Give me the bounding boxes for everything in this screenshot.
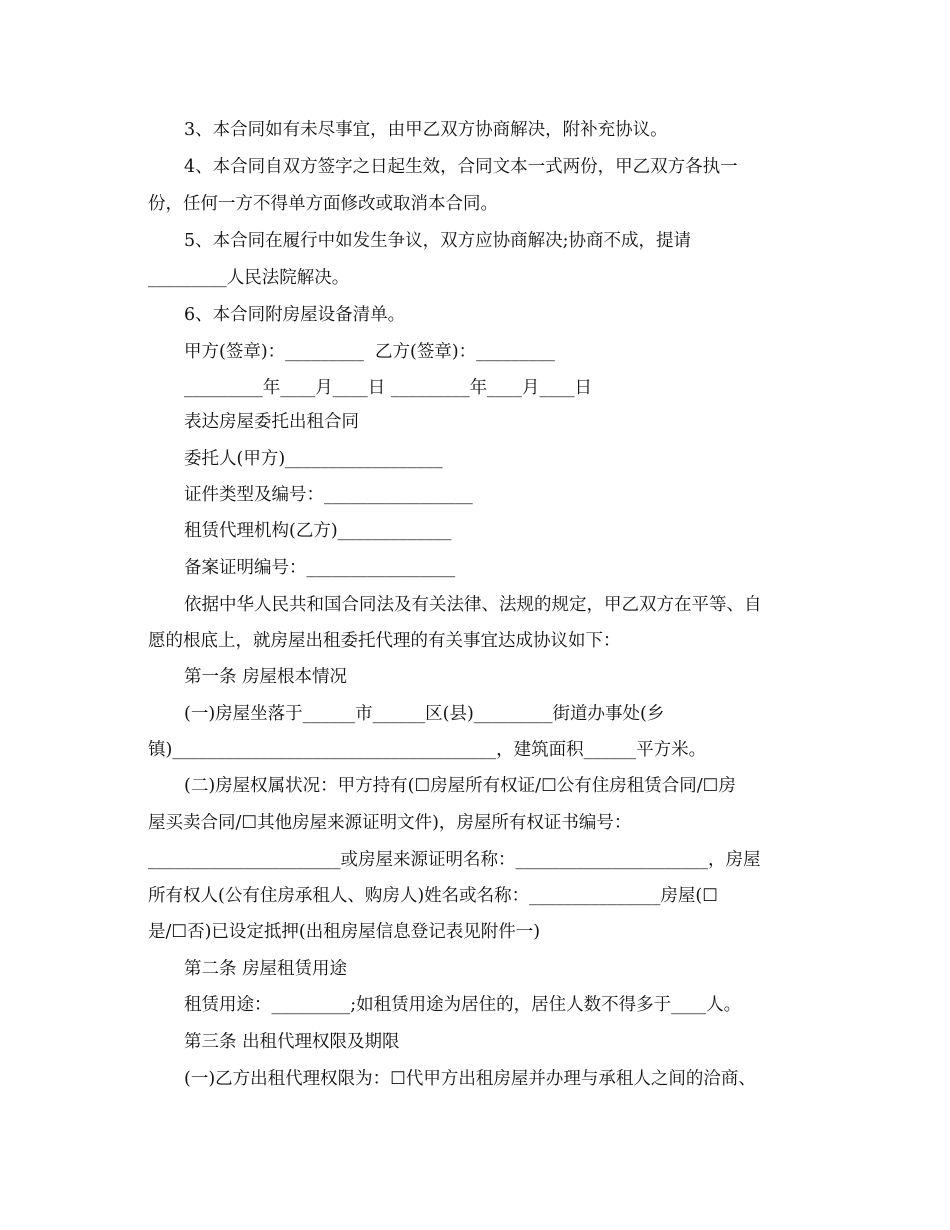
clause-5-line-2: _________人民法院解决。 [148,268,350,288]
article-3-heading: 第三条 出租代理权限及期限 [184,1032,400,1052]
article-1-item-2-line-2: 屋买卖合同/☐其他房屋来源证明文件)，房屋所有权证书编号： [148,813,632,833]
article-2-heading: 第二条 房屋租赁用途 [184,959,348,979]
clause-3-line: 3、本合同如有未尽事宜，由甲乙双方协商解决，附补充协议。 [184,120,668,140]
clause-6-line: 6、本合同附房屋设备清单。 [184,305,406,325]
article-1-item-1-line-1: (一)房屋坐落于______市______区(县)_________街道办事处(乡 [184,704,665,724]
article-3-item-1-line-1: (一)乙方出租代理权限为：☐代甲方出租房屋并办理与承租人之间的洽商、 [184,1069,756,1089]
contract-title: 表达房屋委托出租合同 [184,412,359,432]
article-1-item-1-line-2: 镇)_____________________________________，建筑面积______平方米。 [148,740,707,760]
agency-field: 租赁代理机构(乙方)_____________ [184,521,452,541]
clause-4-line-1: 4、本合同自双方签字之日起生效，合同文本一式两份，甲乙双方各执一 [184,157,738,177]
principal-field: 委托人(甲方)__________________ [184,449,443,469]
clause-5-line-1: 5、本合同在履行中如发生争议，双方应协商解决;协商不成，提请 [184,231,692,251]
article-1-item-2-line-1: (二)房屋权属状况：甲方持有(☐房屋所有权证/☐公有住房租赁合同/☐房 [184,776,736,796]
article-1-heading: 第一条 房屋根本情况 [184,667,348,687]
filing-number-field: 备案证明编号：_________________ [184,558,456,578]
date-line: _________年____月____日 _________年____月____日 [184,378,593,398]
article-1-item-2-line-5: 是/☐否)已设定抵押(出租房屋信息登记表见附件一) [148,922,541,942]
article-1-item-2-line-4: 所有权人(公有住房承租人、购房人)姓名或名称：_______________房屋(☐ [148,886,718,906]
clause-4-line-2: 份，任何一方不得单方面修改或取消本合同。 [148,194,498,214]
id-type-field: 证件类型及编号：_________________ [184,485,473,505]
article-2-purpose-line: 租赁用途：_________;如租赁用途为居住的，居住人数不得多于____人。 [184,995,742,1015]
preamble-line-2: 愿的根底上，就房屋出租委托代理的有关事宜达成协议如下： [148,631,621,651]
signature-line: 甲方(签章)：_________ 乙方(签章)：_________ [184,342,555,362]
preamble-line-1: 依据中华人民共和国合同法及有关法律、法规的规定，甲乙双方在平等、自 [184,595,762,615]
article-1-item-2-line-3: ______________________或房屋来源证明名称：______________________，房屋 [148,850,761,870]
